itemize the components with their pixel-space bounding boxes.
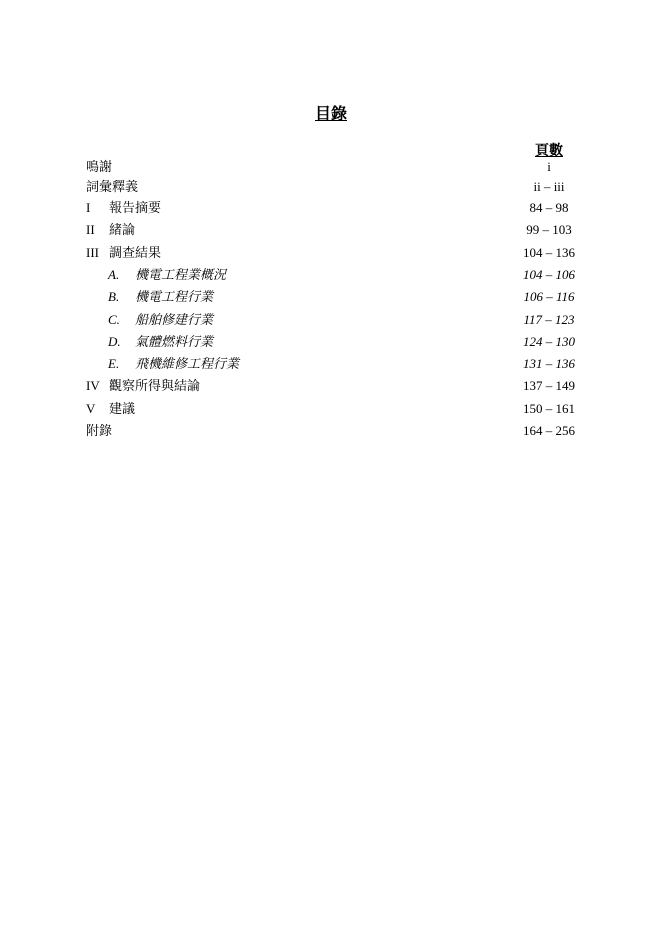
toc-label: 觀察所得與結論 [109, 378, 201, 393]
toc-page-ref: 131 – 136 [523, 356, 575, 371]
toc-entry-summary [0, 198, 662, 218]
toc-label: 附錄 [86, 423, 113, 438]
toc-number: D. [108, 334, 121, 349]
toc-number: C. [108, 312, 120, 327]
toc-label: 鳴謝 [86, 159, 113, 174]
toc-page-ref: 164 – 256 [523, 423, 575, 438]
toc-page-ref: 106 – 116 [523, 289, 575, 304]
toc-entry-acknowledgements [0, 157, 662, 177]
toc-subentry-c [0, 310, 662, 330]
toc-number: IV [86, 378, 100, 393]
toc-label: 建議 [109, 401, 136, 416]
toc-label: 機電工程業概況 [135, 267, 227, 282]
toc-page-ref: 137 – 149 [523, 378, 575, 393]
toc-entry-introduction [0, 220, 662, 240]
toc-subentry-e [0, 354, 662, 374]
toc-label: 調查結果 [109, 245, 162, 260]
toc-label: 飛機維修工程行業 [135, 356, 240, 371]
toc-page-ref: i [547, 159, 551, 174]
toc-number: E. [108, 356, 120, 371]
toc-subentry-b [0, 287, 662, 307]
pages-column-header: 頁數 [535, 144, 563, 159]
toc-entry-observations [0, 376, 662, 396]
page-title: 目錄 [314, 106, 347, 123]
toc-page-ref: 104 – 106 [523, 267, 575, 282]
toc-number: A. [108, 267, 120, 282]
toc-label: 詞彙釋義 [86, 179, 139, 194]
toc-page-ref: 150 – 161 [523, 401, 575, 416]
toc-entry-recommendations [0, 399, 662, 419]
toc-page-ref: 104 – 136 [523, 245, 575, 260]
toc-subentry-a [0, 265, 662, 285]
toc-label: 報告摘要 [109, 200, 162, 215]
toc-label: 緒論 [109, 222, 136, 237]
toc-entry-glossary [0, 177, 662, 197]
toc-subentry-d [0, 332, 662, 352]
toc-entry-findings [0, 243, 662, 263]
toc-number: I [86, 200, 91, 215]
toc-label: 船舶修建行業 [135, 312, 214, 327]
toc-entry-appendix [0, 421, 662, 441]
toc-number: III [86, 245, 99, 260]
toc-page-ref: ii – iii [533, 179, 565, 194]
toc-page-ref: 117 – 123 [523, 312, 575, 327]
toc-label: 氣體燃料行業 [135, 334, 214, 349]
toc-number: II [86, 222, 95, 237]
toc-number: B. [108, 289, 120, 304]
toc-label: 機電工程行業 [135, 289, 214, 304]
toc-page-ref: 124 – 130 [523, 334, 575, 349]
toc-page-ref: 84 – 98 [529, 200, 569, 215]
toc-number: V [86, 401, 96, 416]
toc-page-ref: 99 – 103 [526, 222, 572, 237]
